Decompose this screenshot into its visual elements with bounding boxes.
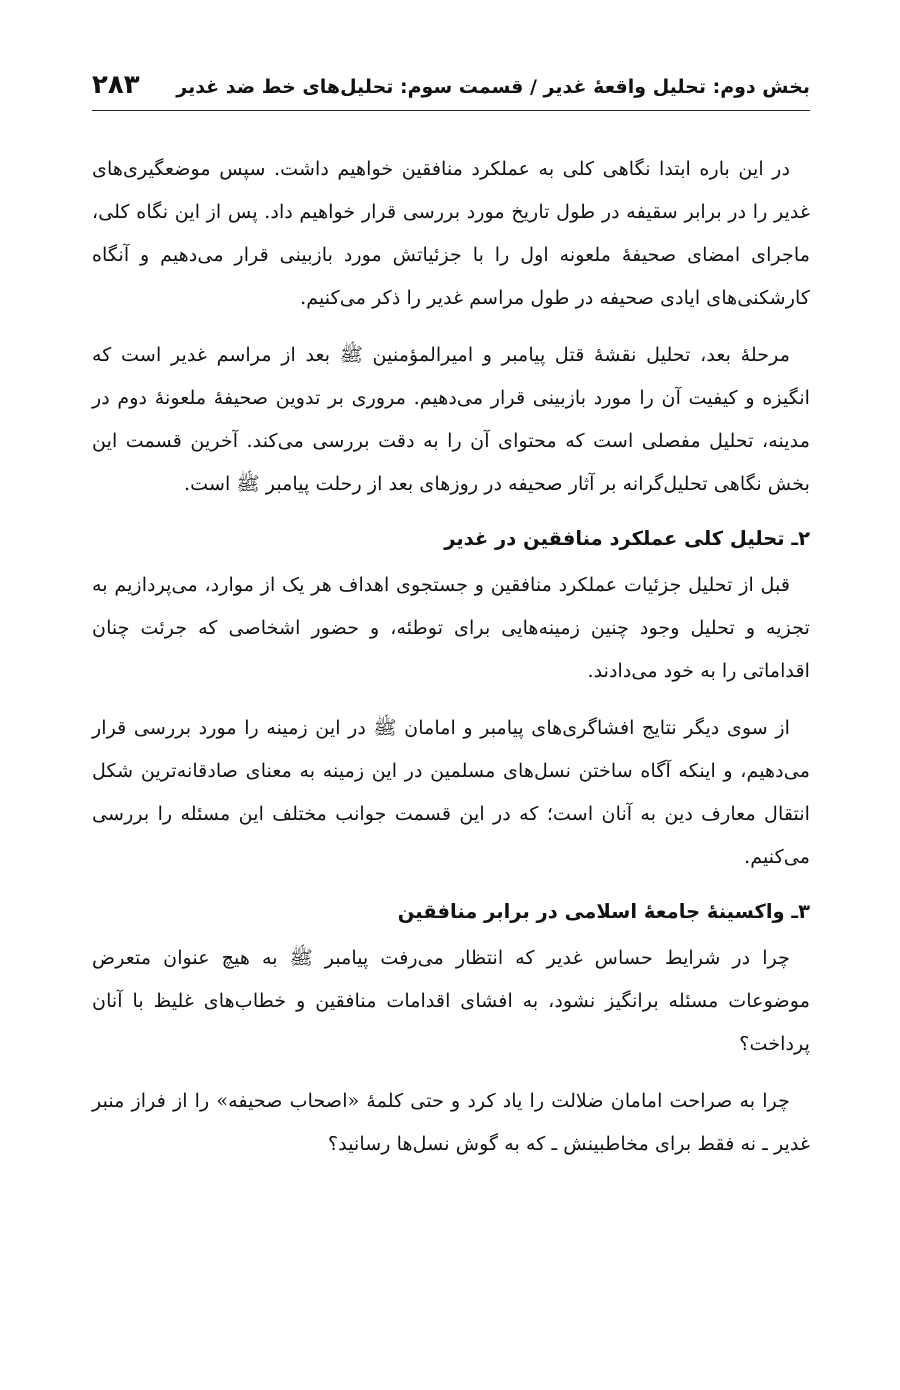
- section-2-paragraph-1: قبل از تحلیل جزئیات عملکرد منافقین و جستجوی اهداف هر یک از موارد، می‌پردازیم به تجزیه و تحلیل وجود چنین زمینه‌هایی برای توطئه، و حضور اشخاصی که جرئت چنان اقداماتی را به خود می‌دادند.: [92, 573, 810, 682]
- section-2-paragraph-2: از سوی دیگر نتایج افشاگری‌های پیامبر و امامان ﷺ در این زمینه را مورد بررسی قرار می‌دهیم، و اینکه آگاه ساختن نسل‌های مسلمین در این زمینه به معنای صادقانه‌ترین شکل انتقال معارف دین به آنان است؛ که در این قسمت جوانب مختلف این مسئله را بررسی می‌کنیم.: [92, 716, 810, 868]
- intro-paragraph-2: مرحلهٔ بعد، تحلیل نقشهٔ قتل پیامبر و امیرالمؤمنین ﷺ بعد از مراسم غدیر است که انگیزه و کیفیت آن را مورد بازبینی قرار می‌دهیم. مروری بر تدوین صحیفهٔ ملعونهٔ دوم در مدینه، تحلیل مفصلی است که محتوای آن را به دقت بررسی می‌کند. آخرین قسمت این بخش نگاهی تحلیل‌گرانه بر آثار صحیفه در روزهای بعد از رحلت پیامبر ﷺ است.: [92, 343, 810, 495]
- book-page: [92, 60, 810, 1179]
- intro-paragraph-1: در این باره ابتدا نگاهی کلی به عملکرد منافقین خواهیم داشت. سپس موضعگیری‌های غدیر را در برابر سقیفه در طول تاریخ مورد بررسی قرار خواهیم داد. پس از این نگاه کلی، ماجرای امضای صحیفهٔ ملعونه اول را با جزئیاتش مورد بازبینی قرار می‌دهیم و آنگاه کارشکنی‌های ایادی صحیفه در طول مراسم غدیر را ذکر می‌کنیم.: [92, 157, 810, 309]
- section-3-heading: ۳ـ واکسینهٔ جامعهٔ اسلامی در برابر منافقین: [397, 900, 810, 923]
- page-body: [92, 111, 810, 1165]
- section-3-paragraph-2: چرا به صراحت امامان ضلالت را یاد کرد و حتی کلمهٔ «اصحاب صحیفه» را از فراز منبر غدیر ـ نه فقط برای مخاطبینش ـ که به گوش نسل‌ها رسانید؟: [92, 1089, 810, 1155]
- section-3-paragraph-1: چرا در شرایط حساس غدیر که انتظار می‌رفت پیامبر ﷺ به هیچ عنوان متعرض موضوعات مسئله برانگیز نشود، به افشای اقدامات منافقین و خطاب‌های غلیظ با آنان پرداخت؟: [92, 946, 810, 1055]
- running-header-title: بخش دوم: تحلیل واقعهٔ غدیر / قسمت سوم: تحلیل‌های خط ضد غدیر: [176, 76, 810, 98]
- page-header: [92, 60, 810, 111]
- page-number: ۲۸۳: [92, 70, 140, 100]
- section-2-heading: ۲ـ تحلیل کلی عملکرد منافقین در غدیر: [444, 527, 810, 550]
